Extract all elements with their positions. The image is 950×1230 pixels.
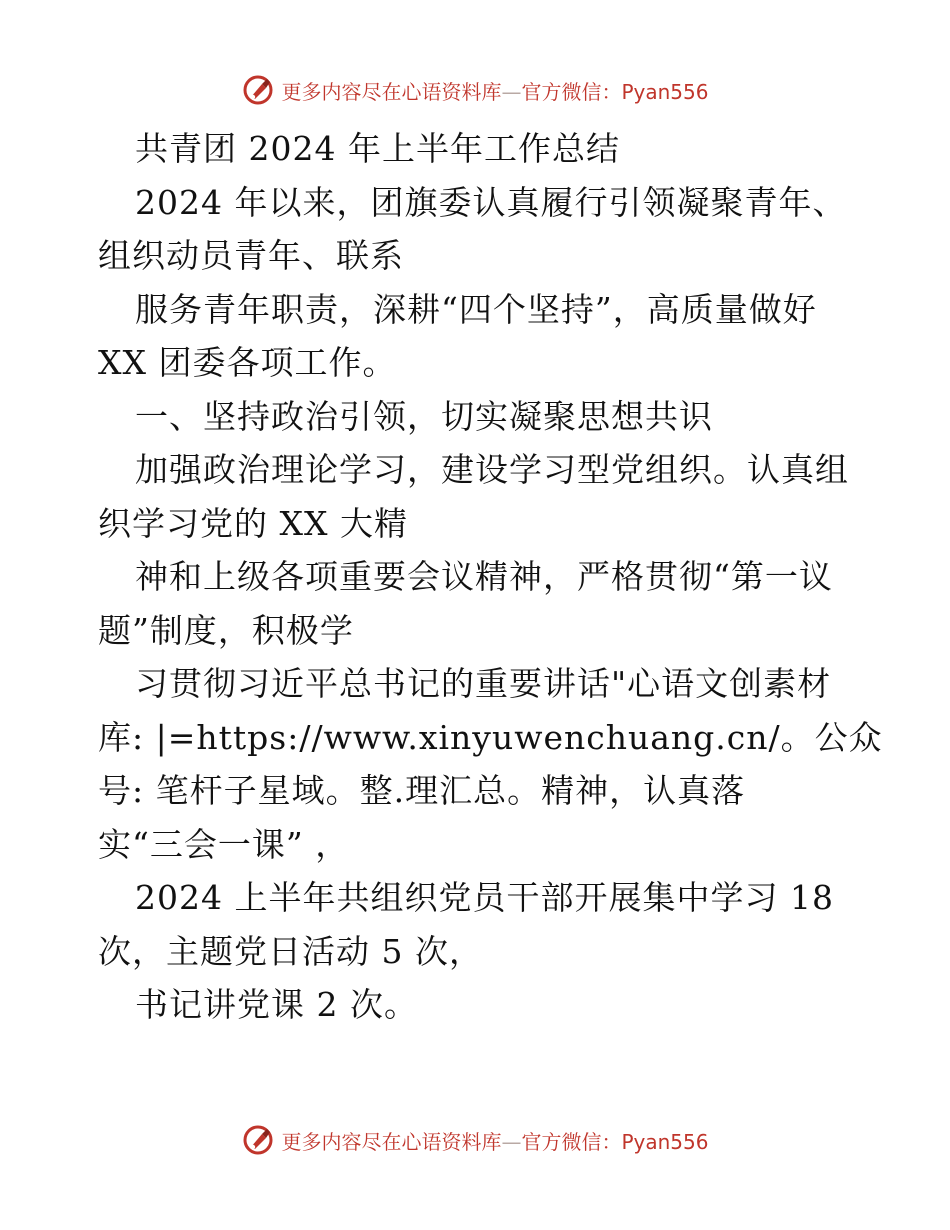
- doc-line: 书记讲党课 2 次。: [135, 985, 418, 1024]
- watermark-text: [281, 1126, 708, 1155]
- watermark-separator: —: [501, 79, 522, 104]
- watermark-contact: 官方微信：Pyan556: [521, 1129, 709, 1154]
- document-body: [98, 122, 883, 1032]
- header-watermark-banner: [0, 70, 950, 110]
- watermark-brand: 更多内容尽在心语资料库: [281, 79, 502, 104]
- doc-line: 2024 年以来，团旗委认真履行引领凝聚青年、: [135, 182, 847, 222]
- doc-line: XX 团委各项工作。: [98, 343, 397, 382]
- doc-line: 库: |=https://www.xinyuwenchuang.cn/。公众: [98, 717, 883, 757]
- section-heading: 一、坚持政治引领，切实凝聚思想共识: [135, 396, 713, 436]
- watermark-separator: —: [501, 1129, 522, 1154]
- doc-line: 织学习党的 XX 大精: [98, 503, 408, 543]
- pen-nib-logo-icon: [241, 73, 275, 107]
- doc-line: 加强政治理论学习，建设学习型党组织。认真组: [135, 450, 849, 489]
- doc-line: 习贯彻习近平总书记的重要讲话"心语文创素材: [135, 664, 832, 703]
- watermark-brand: 更多内容尽在心语资料库: [281, 1129, 502, 1154]
- doc-line: 2024 上半年共组织党员干部开展集中学习 18: [135, 878, 834, 917]
- watermark-text: [281, 76, 708, 105]
- watermark-contact: 官方微信：Pyan556: [521, 79, 709, 104]
- doc-title: 共青团 2024 年上半年工作总结: [135, 129, 620, 168]
- doc-line: 组织动员青年、联系: [98, 236, 404, 275]
- doc-line: 号: 笔杆子星域。整.理汇总。精神，认真落: [98, 771, 746, 810]
- doc-line: 神和上级各项重要会议精神，严格贯彻“第一议: [135, 557, 833, 596]
- doc-line: 实“三会一课” ，: [98, 824, 350, 864]
- pen-nib-logo-icon: [241, 1123, 275, 1157]
- footer-watermark-banner: [0, 1120, 950, 1160]
- doc-line: 服务青年职责，深耕“四个坚持”，高质量做好: [135, 289, 817, 329]
- doc-line: 次，主题党日活动 5 次，: [98, 931, 483, 971]
- doc-line: 题”制度，积极学: [98, 610, 354, 650]
